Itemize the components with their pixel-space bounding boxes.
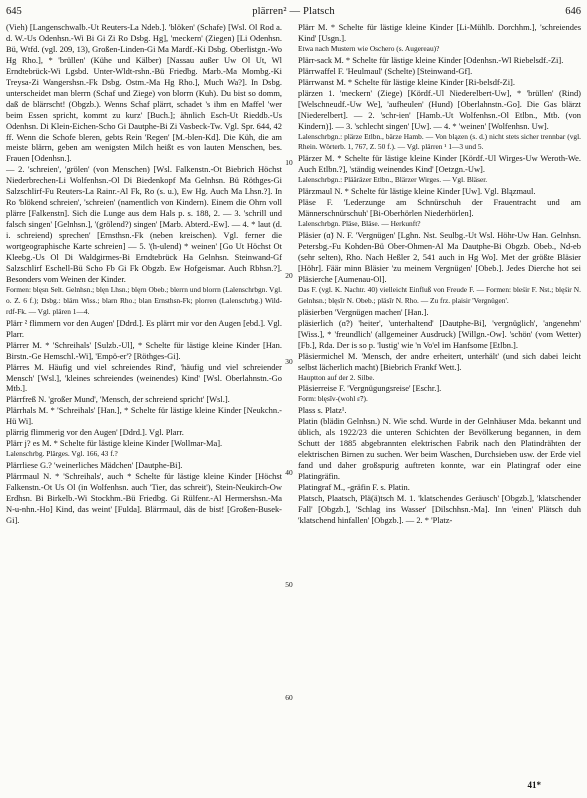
dictionary-entry: Plärr M. * Schelte für lästige kleine Kinder [Li-Mühlb. Dorchhm.], 'schreiendes Kind' [Usgn.].	[298, 22, 581, 43]
dictionary-entry: Plärr j? es M. * Schelte für lästige kleine Kinder [Wollmar-Ma].	[6, 438, 223, 449]
dictionary-entry: Pläse F. 'Lederzunge am Schnürschuh der Frauentracht und am Männerschnürschuh' [Bi-Oberhörlen Niederhörlen].	[298, 197, 581, 219]
dictionary-entry: pläsierlich (ɑ̃?) 'heiter', 'unterhaltend' [Dautphe-Bi], 'vergnüglich', 'angenehm' [Wiss.], * 'freundlich' (allgemeiner Ausdruck) [Willgn.-Ow]. 'schön' (vom Wetter) [Fb.], Rda. Der is so p. 'lustig' wie 'n Vo'el im Hanfsome [Etlbn.].	[298, 317, 581, 350]
entry-note: Lalenschrbgn.: plärze Etlbn., bärze Hamb. — Von blązen (s. d.) nicht stets sicher trennbar (vgl. Rhein. Wörterb. 1, 767, Z. 50 f.). — Vgl. plärren ¹ 1—3 und 5.	[298, 131, 581, 152]
dictionary-entry: Platingraf M., -gräfin F. s. Platin.	[298, 482, 410, 493]
dictionary-entry: Platin (blädin Gelnhsn.) N. Wie schd. Wurde in der Gelnhäuser Mda. bekannt und üblich, als 1922/23 die unteren Schichten der Bevölkerung begannen, in dem Schutt der 1885 abgebrannten elektrischen Fabrik nach den Platindrähten der elektrischen Birnen zu suchen. Wer beim Waschen, Durchsieben usw. der Erde viel fand und daher großspurig auftreten konnte, war ein Platingraf oder eine Platingräfin.	[298, 416, 581, 482]
dictionary-entry: Plärrmaul N. * 'Schreihals', auch * Schelte für lästige kleine Kinder [Höchst Falkenstn.-Ot Us Ol (in Wolfenhsn. auch 'Tier, das schreit'), Stein-Neukirch-Ow Erdhsn. Bi Birkelb.-Wi Stockhm.-Bü Friedbg. Gi Rülfenr.-Al Hermershsn.-Ma N-u-nhn.-Ho] Kind, das weint' [Fulda]. Blärrmaul, däs de bist! [Großen-Busek-Gi].	[6, 471, 282, 525]
page-number-left: 645	[6, 6, 22, 17]
entry-note: Hauptton auf der 2. Silbe.	[298, 372, 375, 382]
dictionary-entry: Plärzer M. * Schelte für lästige kleine Kinder [Kördf.-Ul Wirges-Uw Weroth-We. Auch Etlbn.?], 'ständig weinendes Kind' [Oetzgn.-Uw].	[298, 153, 581, 175]
signature-mark: 41*	[527, 780, 541, 790]
dictionary-entry: Pläsiermichel M. 'Mensch, der andre erheitert, unterhält' (und sich dabei leicht selbst lächerlich macht) [Biebrich Frankf Wett.].	[298, 350, 581, 372]
dictionary-entry: Plärzmaul N. * Schelte für lästige kleine Kinder [Uw]. Vgl. Blązmaul.	[298, 186, 536, 197]
dictionary-entry: (Vieh) [Langenschwalb.-Ut Reuters-La Ndeb.]. 'blöken' (Schafe) [Wsl. Ol Rod a. d. W.-Us Odenhsn.-Wi Bi Gi Zi Ro Dsbg. Hg], 'meckern' (Ziegen) [Li Odenhsn. Bü, Wtfd. (vgl. 209, 13), Großen-Linden-Gi Ma Mardf.-Ki Dsbg. Oberlistgn.-Wo Hg Rho.], * 'brüllen' (Kühe und Kälber) [Nassau außer Uw Ol Ut, Wl Erndtebrück-Wi Lgsbd. Unter-Wldt-rshn.-Bü Friedbg. Marb.-Ma Mombg.-Ki Treysa-Zi Wangershsn.-Fk Dsbg. Ostm.-Ma Hg Rho.], Much Wa?]. In Dsbg. unterscheidet man blerrn (Schaf und Ziege) von blorrn (Kuh). Du bist so domm, daß de blärrscht! (Obgzb.). Wenns Schaf plärrt, schadet 's ihm en Maffel 'wer beim Essen spricht, kommt zu kurz' [Buch.]; ähnlich Esch-Ut Rieddb.-Us Odenhsn. Di Klein-Eichen-Scho Gi Dautphe-Bi Zi Vasbeck-Tw. Vgl. Spr. 644, 42 ff. Wenn die Schofe bleren, gebts Rein 'Regen' [M.-blen-Kd]. Die Küh, die am meiste blärrn, geben am wenigsten Milch heißt es von lauten Menschen, bes. Frauen [Odenhsn.].	[6, 22, 282, 164]
dictionary-entry: Plass s. Platz¹.	[298, 405, 347, 416]
dictionary-entry: Plärrhals M. * 'Schreihals' [Han.], * Schelte für lästige kleine Kinder [Neukchn.-Hü Wi].	[6, 405, 282, 427]
dictionary-entry: Plärrwaffel F. 'Heulmaul' (Schelte) [Steinwand-Gf].	[298, 65, 473, 76]
dictionary-entry: pläsierben 'Vergnügen machen' [Han.].	[298, 306, 429, 317]
page-number-right: 646	[565, 6, 581, 17]
entry-note: Das F. (vgl. K. Nachtr. 40) vielleicht Einfluß von Freude F. — Formen: bleśir F. Nst.; blęśir N. Gelnhsn.; blęsīr N. Obeb.; pläsīr N. Rho. — Zu frz. plaisir 'Vergnügen'.	[298, 284, 581, 305]
line-number: 10	[285, 158, 293, 167]
page-header	[6, 6, 581, 22]
line-number: 20	[285, 271, 293, 280]
dictionary-entry: Plärrfreß N. 'großer Mund', 'Mensch, der schreiend spricht' [Wsl.].	[6, 394, 230, 405]
dictionary-entry: Pläsier (ɑ̃) N. F. 'Vergnügen' [Lghn. Nst. Seulbg.-Ut Wsl. Höhr-Uw Han. Gelnhsn. Petersbg.-Fu Kohden-Bü Ober-Ohmen-Al Ma Dautphe-Bi Obgzb. Obeb., Nd-eb (sehr selten), Rho. Nach Heßler 2, 541 auch in Hg Wo]. Met der größte Bläsier [Höhr]. Fäär minn Bläsier 'zu meinem Vergnügen' [Obeb.]. Jedes Dierche hot sei Pläsierche [Aumenau-Ol].	[298, 230, 581, 284]
left-column	[6, 22, 282, 526]
entry-note: Formen: blęsn Selt. Gelnhsn.; blęn Lhsn.; blęrn Obeb.; blerrn und blorrn (Lalenschrbgn. Vgl. o. Z. 6 f.); Dsbg.: blärn Wiss.; blarn Rho.; blan Ernsthsn-Fk; plorren (Lalenschrbg.) Wild-rdf-Fk. — Vgl. plären 1—4.	[6, 284, 282, 316]
dictionary-entry: Pläsierreise F. 'Vergnügungsreise' [Eschr.].	[298, 383, 442, 394]
entry-note: Lalenschrbgn. Pläse, Bläse. — Herkunft?	[298, 219, 421, 229]
line-number: 50	[285, 580, 293, 589]
dictionary-entry: — 2. 'schreien', 'grölen' (von Menschen) [Wsl. Falkenstn.-Ot Biebrich Höchst Niederbrechen-Li Wolfenhsn.-Ol Di Biedenkopf Ma Gelnhsn. Bü Röthges-Gi Salzschlirf-Fu Reuters-La Rainr.-Al Fk, Ro (s. u.), Ew Hg. Auch Ma Lhsn.?]. In Ro 'blökend schreien', 'schreien' (namentlich von Kindern). Einem die Ohrn voll plärre [Falkenstn]. Sich die Lunge aus dem Hals p. s. 188, 2. — 3. 'schrill und falsch singen' [Gelnhsn.], '(grölend?) singen' [Marb. Abterd.-Ew]. — 4. * laut (d. i. schreiend) sprechen' [Ernsthsn.-Fk (neben kreischen). Vgl. ferner die wortgeographische Karte schreien] — 5. '(h-ulend) * weinen' [Go Ut Höchst Ot Kleebg.-Us Ol Di Waldgirmes-Bi Erndtebrück Ha Gelnhsn. Steinwand-Gf Salzschlirf Eschell-Bü Scho Fb Gi Fk Obgzb. Ew Hofgeismar. Auch Rbhsn.?]. Besonders vom Weinen der Kinder.	[6, 164, 282, 284]
entry-note: Form: blęsīv-(wohl ɛ̃?).	[298, 394, 368, 404]
dictionary-entry: Plärrer M. * 'Schreihals' [Sulzb.-Ul], * Schelte für lästige kleine Kinder [Han. Birstn.-Ge Hemschl.-Wi], 'Empö-er'? [Röthges-Gi].	[6, 339, 282, 361]
dictionary-entry: Plärrwanst M. * Schelte für lästige kleine Kinder [Ri-belsdf-Zi].	[298, 76, 515, 87]
dictionary-entry: Plärr ² flimmern vor den Augen' [Ddrd.]. Es plärrt mir vor den Augen [ebd.]. Vgl. Plarr.	[6, 317, 282, 339]
dictionary-entry: Plärres M. Häufig und viel schreiendes Rind', 'häufig und viel schreiender Mensch' [Wsl.], 'kleines schreiendes (weinendes) Kind' [Wsl. Oberlahnstn.-Go Mtb.].	[6, 361, 282, 394]
dictionary-entry: Platsch, Plaatsch, Plä(ä)tsch M. 1. 'klatschendes Geräusch' [Obgzb.], 'klatschender Fall' [Obgzb.], 'Schlag ins Wasser' [Dilschhsn.-Ma]. Inn 'einen' Plätsch duh 'klatschend hinfallen' [Obgzb.]. — 2. * 'Platz-	[298, 492, 581, 525]
line-number: 60	[285, 693, 293, 702]
entry-note: Lalenschrbg. Plärges. Vgl. 166, 43 f.?	[6, 449, 118, 459]
right-column	[298, 22, 581, 526]
line-number: 30	[285, 357, 293, 366]
entry-note: Lalenschrbgn.: Plääräzer Etlbn., Blärzer Wirges. — Vgl. Bläser.	[298, 175, 488, 185]
dictionary-entry: plärzen 1. 'meckern' (Ziege) [Kördf.-Ul Niederelbert-Uw], * 'brüllen' (Rind) [Welschneudf.-Uw We], 'aufheulen' (Hund) [Oberlahnstn.-Go]. Die Gas blärzt [Niederelbert]. — 2. 'schr-ien' [Hamb.-Ut Wolfenhsn.-Ol Etlbn., Mtb. (von Kindern)]. — 3. 'schlecht singen' [Uw]. — 4. * 'weinen' [Wolfenhsn. Uw].	[298, 87, 581, 131]
entry-note: Etwa nach Mustern wie Oschero (s. Augereau)?	[298, 43, 440, 53]
dictionary-entry: Plärr-sack M. * Schelte für lästige kleine Kinder [Odenhsn.-Wl Riebelsdf.-Zi].	[298, 54, 564, 65]
dictionary-entry: plärrig flimmerig vor den Augen' [Ddrd.]. Vgl. Plarr.	[6, 427, 184, 438]
dictionary-entry: Plärrliese G.? 'weinerliches Mädchen' [Dautphe-Bi].	[6, 460, 183, 471]
running-title: plärren² — Platsch	[252, 6, 335, 17]
line-number: 40	[285, 468, 293, 477]
